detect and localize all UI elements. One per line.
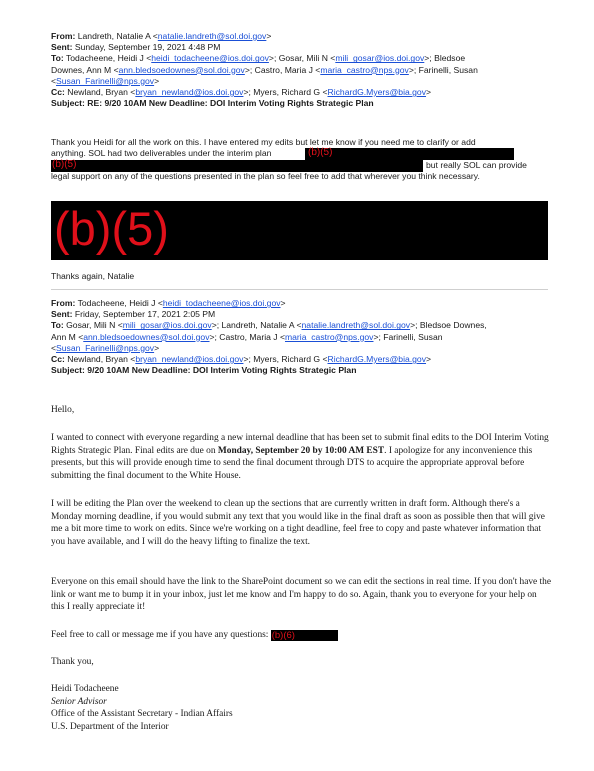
recipient-name: >; Castro, Maria J <	[209, 331, 285, 342]
sent-line	[51, 42, 551, 53]
punct: <	[51, 75, 57, 86]
from-label: From:	[51, 31, 76, 41]
recipient-name: >; Castro, Maria J <	[244, 64, 321, 75]
cc-name: Newland, Bryan <	[67, 87, 136, 98]
cc-label: Cc:	[51, 354, 65, 365]
from-line	[51, 31, 551, 42]
sent-value: Friday, September 17, 2021 2:05 PM	[74, 309, 216, 320]
punct: >	[154, 342, 160, 353]
recipient-email-link[interactable]: heidi_todacheene@ios.doi.gov	[151, 53, 269, 64]
to-label: To:	[51, 53, 64, 64]
recipient-email-link[interactable]: mili_gosar@ios.doi.gov	[122, 320, 212, 331]
deadline-bold: Monday, September 20 by 10:00 AM EST	[217, 445, 385, 456]
cc-email-link[interactable]: RichardG.Myers@bia.gov	[327, 87, 427, 98]
recipient-name: >; Bledsoe	[424, 53, 466, 64]
thank-you: Thank you,	[51, 657, 94, 667]
subject-label: Subject:	[51, 98, 85, 109]
redaction-box	[305, 148, 514, 160]
cc-line	[51, 354, 551, 365]
body-text: anything. SOL had two deliverables under the interim plan	[51, 148, 272, 159]
to-line-cont	[51, 76, 551, 87]
cc-email-link[interactable]: RichardG.Myers@bia.gov	[327, 354, 427, 365]
signature	[51, 683, 551, 733]
recipient-name: Todacheene, Heidi J <	[65, 53, 152, 64]
sent-value: Sunday, September 19, 2021 4:48 PM	[74, 42, 221, 53]
cc-name: >; Myers, Richard G <	[243, 354, 328, 365]
cc-line	[51, 87, 551, 98]
from-name: Todacheene, Heidi J <	[77, 298, 163, 308]
redaction-label-large: (b)(5)	[54, 202, 169, 255]
recipient-name: Ann M <	[51, 331, 84, 342]
email1-header	[51, 31, 551, 109]
greeting: Hello,	[51, 405, 75, 415]
punct: >	[280, 298, 286, 308]
recipient-email-link[interactable]: maria_castro@nps.gov	[320, 64, 409, 75]
from-line	[51, 298, 551, 309]
sent-line	[51, 309, 551, 320]
body-line: Thank you Heidi for all the work on this. I have entered my edits but let me know if you need me to clarify or add	[51, 137, 476, 147]
cc-label: Cc:	[51, 87, 65, 98]
to-line	[51, 53, 551, 64]
body-line: legal support on any of the questions presented in the plan so feel free to add that wherever you think necessary.	[51, 171, 480, 181]
signoff: Thanks again, Natalie	[51, 271, 135, 281]
recipient-name: >; Gosar, Mili N <	[268, 53, 336, 64]
to-line-cont	[51, 65, 551, 76]
punct: >	[426, 87, 432, 98]
to-label: To:	[51, 320, 64, 331]
paragraph-4	[51, 629, 551, 642]
cc-name: >; Myers, Richard G <	[243, 87, 328, 98]
from-label: From:	[51, 298, 76, 308]
signature-department: U.S. Department of the Interior	[51, 721, 169, 732]
email2-header	[51, 298, 551, 376]
subject-line	[51, 98, 551, 109]
from-email-link[interactable]: natalie.landreth@sol.doi.gov	[157, 31, 267, 41]
recipient-name: >; Farinelli, Susan	[373, 331, 443, 342]
recipient-name: Gosar, Mili N <	[66, 320, 123, 331]
from-email-link[interactable]: heidi_todacheene@ios.doi.gov	[162, 298, 281, 308]
from-name: Landreth, Natalie A <	[77, 31, 158, 41]
subject-label: Subject:	[51, 365, 85, 376]
signature-office: Office of the Assistant Secretary - Indian Affairs	[51, 709, 233, 720]
cc-name: Newland, Bryan <	[67, 354, 136, 365]
subject-line	[51, 365, 551, 376]
paragraph-1	[51, 432, 551, 482]
recipient-email-link[interactable]: ann.bledsoedownes@sol.doi.gov	[83, 331, 210, 342]
redaction-label: (b)(5)	[308, 147, 333, 158]
recipient-email-link[interactable]: maria_castro@nps.gov	[284, 331, 374, 342]
redaction-phone: (b)(6)	[271, 630, 338, 641]
paragraph-text: I wanted to connect with everyone regarding a new internal deadline that has been set to submit final edits to the DOI Interim Voting Rights Strategic Plan. Final edits are due on	[51, 433, 549, 456]
subject-value: RE: 9/20 10AM New Deadline: DOI Interim Voting Rights Strategic Plan	[87, 98, 374, 109]
cc-email-link[interactable]: bryan_newland@ios.doi.gov	[135, 354, 244, 365]
recipient-name: >; Bledsoe Downes,	[410, 320, 487, 331]
paragraph-text: . I apologize for any inconvenience this presents, but this will provide enough time to send the final document through DTS to acquire the appropriate approval before submitting the final document to the White House.	[51, 445, 533, 481]
recipient-email-link[interactable]: Susan_Farinelli@nps.gov	[56, 342, 155, 353]
to-line-cont	[51, 343, 551, 354]
paragraph-text: Feel free to call or message me if you have any questions:	[51, 630, 271, 640]
recipient-email-link[interactable]: Susan_Farinelli@nps.gov	[56, 75, 155, 86]
redaction-label: (b)(5)	[52, 159, 77, 170]
paragraph-2: I will be editing the Plan over the weekend to clean up the sections that are currently written in draft form. Although there's a Monday morning deadline, if you would submit any text that you would like in the final draft as soon as possible then that will give me a bit more time to work on edits. Since we're working on a tight deadline, feel free to copy and paste whatever information that you have available, and I will do the heavy lifting to finalize the text.	[51, 499, 545, 547]
punct: >	[426, 354, 432, 365]
paragraph-3: Everyone on this email should have the link to the SharePoint document so we can edit the sections in real time. If you don't have the link or want me to bump it in your inbox, just let me know and I'm happy to do so. Again, thank you to everyone for your help on this I really appreciate it!	[51, 577, 552, 613]
recipient-name: >; Farinelli, Susan	[408, 64, 478, 75]
recipient-email-link[interactable]: mili_gosar@ios.doi.gov	[335, 53, 425, 64]
signature-name: Heidi Todacheene	[51, 684, 119, 694]
recipient-email-link[interactable]: ann.bledsoedownes@sol.doi.gov	[118, 64, 245, 75]
cc-email-link[interactable]: bryan_newland@ios.doi.gov	[135, 87, 244, 98]
divider	[51, 289, 548, 290]
recipient-name: >; Landreth, Natalie A <	[211, 320, 302, 331]
to-line-cont	[51, 332, 551, 343]
subject-value: 9/20 10AM New Deadline: DOI Interim Voting Rights Strategic Plan	[87, 365, 357, 376]
sent-label: Sent:	[51, 42, 73, 53]
body-line: but really SOL can provide	[426, 160, 527, 170]
punct: >	[266, 31, 272, 41]
punct: >	[154, 75, 160, 86]
recipient-name: Downes, Ann M <	[51, 64, 119, 75]
punct: <	[51, 342, 57, 353]
to-line	[51, 320, 551, 331]
sent-label: Sent:	[51, 309, 73, 320]
signature-title: Senior Advisor	[51, 696, 107, 707]
recipient-email-link[interactable]: natalie.landreth@sol.doi.gov	[301, 320, 411, 331]
